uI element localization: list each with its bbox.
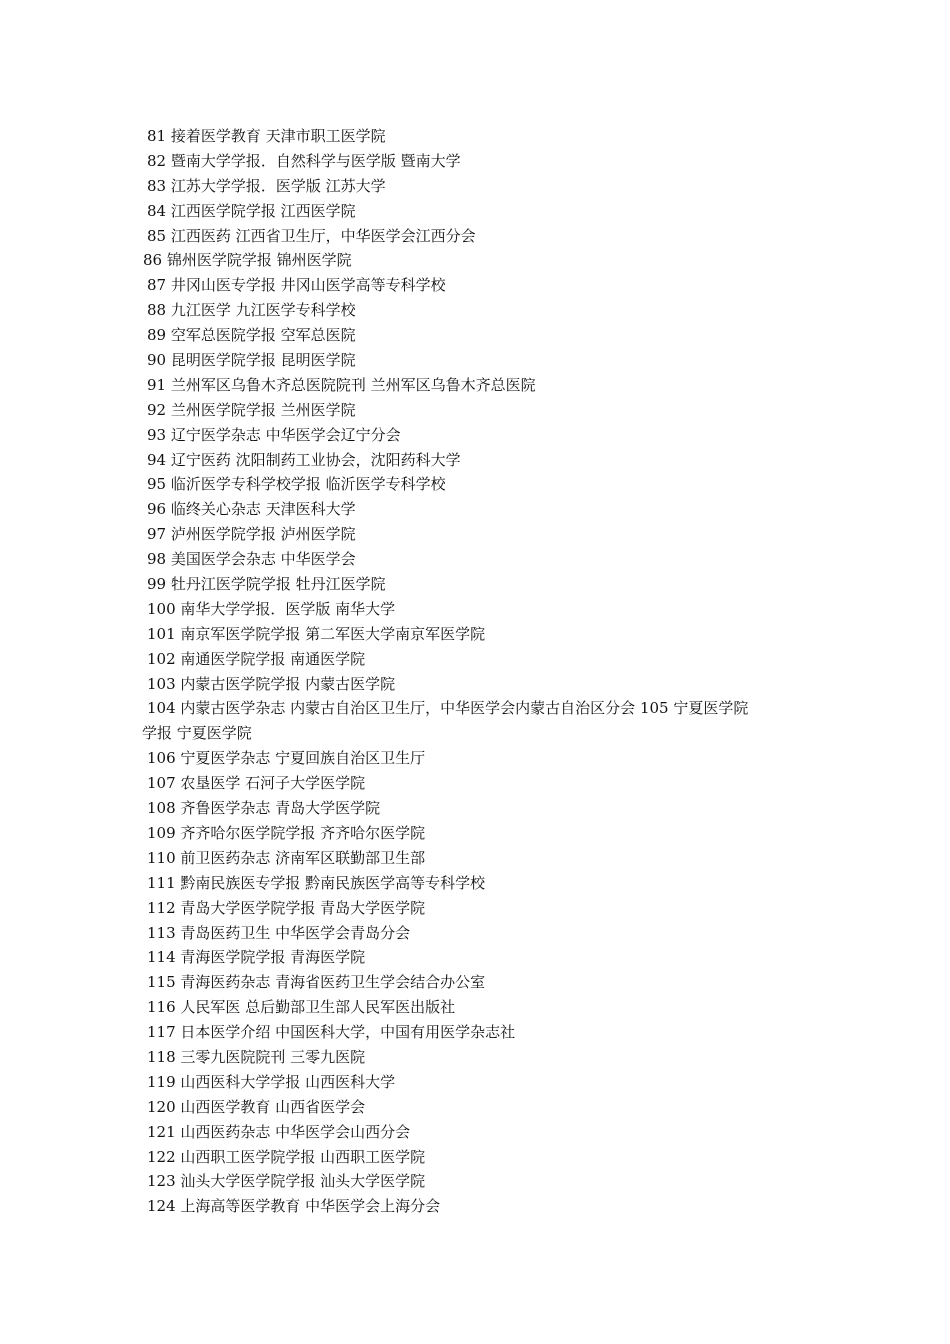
list-line: 90 昆明医学院学报 昆明医学院 <box>147 351 356 370</box>
list-line: 86 锦州医学院学报 锦州医学院 <box>143 251 352 270</box>
list-line: 102 南通医学院学报 南通医学院 <box>147 649 366 668</box>
list-line: 96 临终关心杂志 天津医科大学 <box>147 500 356 519</box>
list-line: 107 农垦医学 石河子大学医学院 <box>147 774 366 793</box>
list-line: 94 辽宁医药 沈阳制药工业协会，沈阳药科大学 <box>147 450 461 469</box>
list-line: 114 青海医学院学报 青海医学院 <box>147 948 366 967</box>
list-line: 122 山西职工医学院学报 山西职工医学院 <box>147 1147 426 1166</box>
list-line: 93 辽宁医学杂志 中华医学会辽宁分会 <box>147 425 401 444</box>
list-line: 123 汕头大学医学院学报 汕头大学医学院 <box>147 1172 426 1191</box>
list-line: 124 上海高等医学教育 中华医学会上海分会 <box>147 1197 441 1216</box>
list-line: 98 美国医学会杂志 中华医学会 <box>147 550 356 569</box>
list-line: 87 井冈山医专学报 井冈山医学高等专科学校 <box>147 276 446 295</box>
list-line: 119 山西医科大学学报 山西医科大学 <box>147 1072 396 1091</box>
list-line: 91 兰州军区乌鲁木齐总医院院刊 兰州军区乌鲁木齐总医院 <box>147 375 536 394</box>
list-line: 106 宁夏医学杂志 宁夏回族自治区卫生厅 <box>147 749 426 768</box>
list-line: 100 南华大学学报．医学版 南华大学 <box>147 599 396 618</box>
list-line: 110 前卫医药杂志 济南军区联勤部卫生部 <box>147 848 426 867</box>
list-line: 108 齐鲁医学杂志 青岛大学医学院 <box>147 799 381 818</box>
list-line: 89 空军总医院学报 空军总医院 <box>147 326 356 345</box>
list-line: 117 日本医学介绍 中国医科大学，中国有用医学杂志社 <box>147 1023 516 1042</box>
list-line: 115 青海医药杂志 青海省医药卫生学会结合办公室 <box>147 973 486 992</box>
list-line: 111 黔南民族医专学报 黔南民族医学高等专科学校 <box>147 873 486 892</box>
list-line: 101 南京军医学院学报 第二军医大学南京军医学院 <box>147 624 486 643</box>
list-line-continuation: 学报 宁夏医学院 <box>142 724 252 743</box>
list-line: 95 临沂医学专科学校学报 临沂医学专科学校 <box>147 475 446 494</box>
list-line: 113 青岛医药卫生 中华医学会青岛分会 <box>147 923 411 942</box>
list-line: 118 三零九医院院刊 三零九医院 <box>147 1047 366 1066</box>
list-line: 97 泸州医学院学报 泸州医学院 <box>147 525 356 544</box>
list-line: 99 牡丹江医学院学报 牡丹江医学院 <box>147 575 386 594</box>
list-line: 81 接着医学教育 天津市职工医学院 <box>147 127 386 145</box>
list-line: 88 九江医学 九江医学专科学校 <box>147 301 356 320</box>
list-line: 112 青岛大学医学院学报 青岛大学医学院 <box>147 898 426 917</box>
list-line: 109 齐齐哈尔医学院学报 齐齐哈尔医学院 <box>147 823 426 842</box>
list-line: 84 江西医学院学报 江西医学院 <box>147 201 356 220</box>
list-line: 92 兰州医学院学报 兰州医学院 <box>147 400 356 419</box>
list-line: 104 内蒙古医学杂志 内蒙古自治区卫生厅，中华医学会内蒙古自治区分会 105 宁夏医学院 <box>147 699 749 718</box>
list-line: 82 暨南大学学报．自然科学与医学版 暨南大学 <box>147 151 461 170</box>
journal-list <box>142 124 825 1219</box>
list-line: 83 江苏大学学报．医学版 江苏大学 <box>147 176 386 195</box>
list-line: 103 内蒙古医学院学报 内蒙古医学院 <box>147 674 396 693</box>
list-line: 85 江西医药 江西省卫生厅，中华医学会江西分会 <box>147 226 476 245</box>
list-line: 121 山西医药杂志 中华医学会山西分会 <box>147 1122 411 1141</box>
list-line: 116 人民军医 总后勤部卫生部人民军医出版社 <box>147 998 456 1017</box>
list-line: 120 山西医学教育 山西省医学会 <box>147 1097 366 1116</box>
